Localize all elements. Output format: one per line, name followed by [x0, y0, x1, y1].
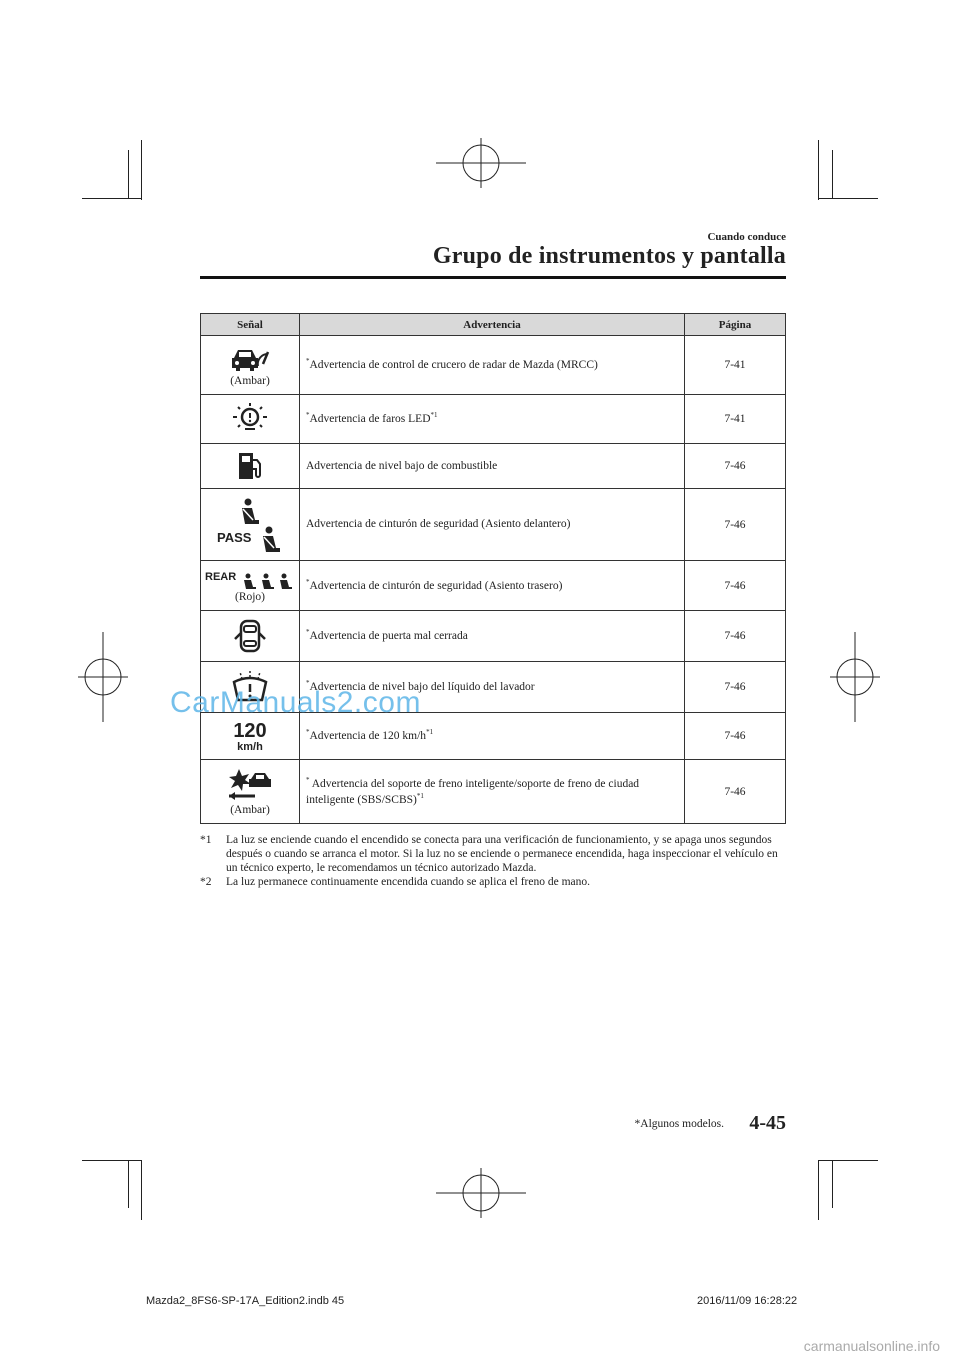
asterisk-mark: * [306, 577, 310, 586]
page-cell: 7-46 [685, 489, 786, 561]
table-row [201, 760, 786, 824]
page-cell: 7-46 [685, 561, 786, 611]
rear-label: REAR [205, 571, 237, 583]
signal-color-label: (Ambar) [230, 374, 270, 387]
signal-cell [201, 395, 300, 444]
warning-table [200, 313, 786, 824]
watermark: CarManuals2.com [170, 686, 421, 719]
column-header: Página [685, 314, 786, 336]
led-headlight-warning-icon [230, 402, 270, 436]
site-watermark: carmanualsonline.info [803, 1338, 940, 1354]
footnote-number: *2 [200, 876, 212, 888]
warning-cell [300, 489, 685, 561]
table-header-row [201, 314, 786, 336]
page-title: Grupo de instrumentos y pantalla [432, 243, 786, 269]
footnote-number: *1 [200, 834, 212, 846]
models-note: *Algunos modelos. [634, 1118, 724, 1130]
footnotes [200, 833, 786, 889]
speed-unit-label: km/h [237, 741, 263, 753]
asterisk-mark: * [306, 776, 310, 785]
footer-timestamp: 2016/11/09 16:28:22 [697, 1295, 798, 1307]
warning-text: Advertencia de nivel bajo del líquido del lavador [309, 681, 535, 694]
warning-text: Advertencia de cinturón de seguridad (Asiento delantero) [306, 518, 571, 531]
speed-value-label: 120 [233, 720, 267, 742]
rear-seatbelt-icon [205, 568, 295, 590]
table-row [201, 611, 786, 662]
section-label: Cuando conduce [707, 231, 786, 243]
page-cell: 7-46 [685, 760, 786, 824]
warning-cell [300, 336, 685, 395]
footnote-text: La luz permanece continuamente encendida cuando se aplica el freno de mano. [226, 876, 590, 888]
sbs-scbs-icon [225, 767, 275, 803]
pass-label: PASS [217, 529, 252, 545]
registration-mark-left [78, 632, 128, 722]
page-cell: 7-46 [685, 713, 786, 760]
door-ajar-icon [233, 617, 267, 655]
signal-cell [201, 561, 300, 611]
warning-text: Advertencia de nivel bajo de combustible [306, 459, 498, 472]
signal-cell [201, 444, 300, 489]
warning-cell [300, 611, 685, 662]
table-row [201, 395, 786, 444]
footnote-ref: *1 [416, 791, 424, 800]
footer-filename: Mazda2_8FS6-SP-17A_Edition2.indb 45 [146, 1295, 345, 1307]
page-cell: 7-41 [685, 395, 786, 444]
signal-color-label: (Ambar) [230, 804, 270, 816]
mrcc-warning-icon [228, 344, 272, 374]
signal-cell [201, 489, 300, 561]
page-cell: 7-46 [685, 444, 786, 489]
warning-cell [300, 561, 685, 611]
page-number: 4-45 [749, 1112, 786, 1134]
warning-text: Advertencia de control de crucero de radar de Mazda (MRCC) [309, 359, 598, 372]
asterisk-mark: * [306, 628, 310, 637]
warning-text: Advertencia de 120 km/h [309, 730, 427, 743]
title-rule [200, 276, 786, 279]
page-cell: 7-46 [685, 611, 786, 662]
signal-cell [201, 336, 300, 395]
warning-cell [300, 444, 685, 489]
warning-cell [300, 395, 685, 444]
footnote-ref: *1 [426, 728, 434, 737]
signal-color-label: (Rojo) [234, 591, 266, 603]
table-row [201, 336, 786, 395]
page-cell: 7-46 [685, 662, 786, 713]
registration-mark-bottom [436, 1168, 526, 1218]
footnote-text: La luz se enciende cuando el encendido se conecta para una verificación de funcionamiento, y se apaga unos segundos después o cuando se arranca el motor. Si la luz no se enciende o permanece encendida, haga inspeccionar el vehículo en un técnico experto, le recomendamos un técnico autorizado Mazda. [226, 834, 778, 874]
page-cell: 7-41 [685, 336, 786, 395]
footnote [200, 833, 786, 875]
registration-mark-right [830, 632, 880, 722]
warning-cell [300, 760, 685, 824]
fuel-pump-icon [235, 450, 265, 482]
signal-cell [201, 611, 300, 662]
signal-cell [201, 760, 300, 824]
front-seatbelt-icon [215, 496, 285, 554]
column-header: Advertencia [300, 314, 685, 336]
column-header: Señal [201, 314, 300, 336]
asterisk-mark: * [306, 679, 310, 688]
asterisk-mark: * [306, 357, 310, 366]
table-row [201, 489, 786, 561]
table-row [201, 561, 786, 611]
table-row [201, 444, 786, 489]
warning-text: Advertencia del soporte de freno inteligente/soporte de freno de ciudad inteligente (SBS/SCBS) [306, 778, 640, 806]
footnote-ref: *1 [430, 411, 438, 420]
warning-text: Advertencia de puerta mal cerrada [309, 630, 468, 643]
asterisk-mark: * [306, 728, 310, 737]
warning-text: Advertencia de cinturón de seguridad (Asiento trasero) [309, 579, 563, 592]
footnote [200, 875, 786, 889]
warning-text: Advertencia de faros LED [309, 413, 431, 426]
registration-mark-top [436, 138, 526, 188]
speed-120-icon [230, 719, 270, 753]
asterisk-mark: * [306, 411, 310, 420]
